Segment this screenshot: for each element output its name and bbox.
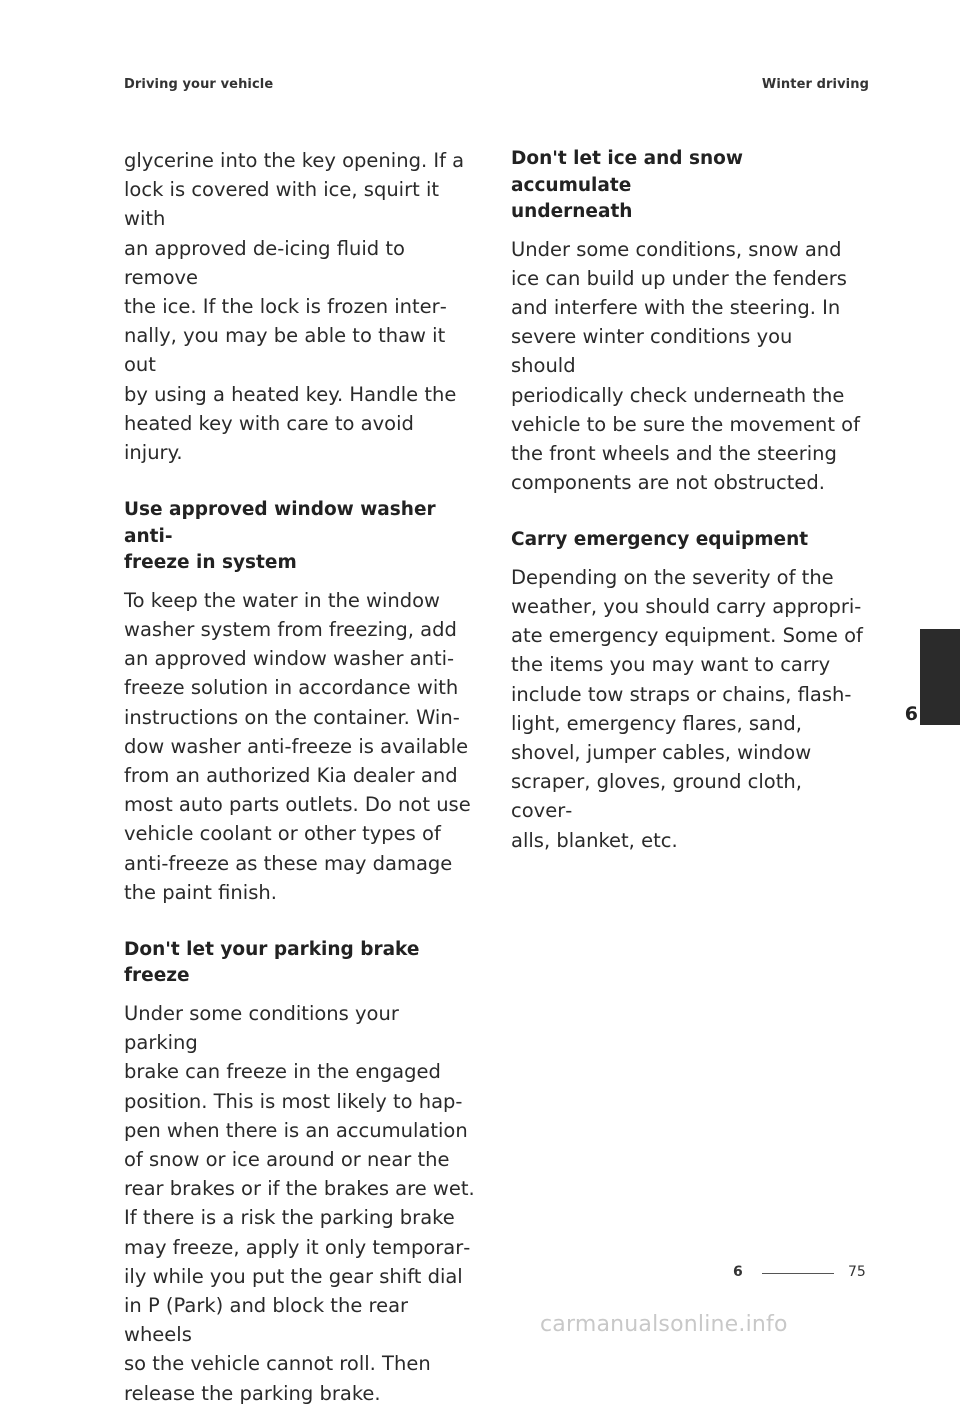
watermark: carmanualsonline.info [540, 1312, 788, 1337]
ice-snow-paragraph: Under some conditions, snow and ice can build up under the fenders and interfere with the steering. In severe winter conditions you should periodically check underneath the vehicle to be sure the movement of the front wheels and the steering components are not obstructed. [511, 237, 860, 495]
right-column [511, 146, 863, 855]
running-head-topic: Winter driving [761, 77, 869, 92]
emergency-equipment-paragraph: Depending on the severity of the weather, you should carry appropri‐ ate emergency equipment. Some of the items you may want to carry include tow straps or chains, flash‐ light, emergency flares, sand, shovel, jumper cables, window scraper, gloves, ground cloth, cover‐ alls, blanket, etc. [511, 565, 863, 852]
footer-page-number: 75 [848, 1264, 866, 1280]
emergency-equipment-heading: Carry emergency equipment [511, 529, 809, 551]
chapter-tab [920, 629, 960, 725]
washer-antifreeze-heading: Use approved window washer anti- freeze in system [124, 499, 436, 574]
washer-antifreeze-paragraph: To keep the water in the window washer system from freezing, add an approved window washer anti- freeze solution in accordance with instructions on the container. Win‐ dow washer anti-freeze is available from an authorized Kia dealer and most auto parts outlets. Do not use vehicle coolant or other types of anti-freeze as these may damage the paint finish. [124, 588, 471, 904]
footer-divider [762, 1273, 834, 1274]
footer-chapter-number: 6 [733, 1264, 743, 1280]
chapter-tab-number: 6 [904, 703, 918, 725]
parking-brake-paragraph: Under some conditions your parking brake can freeze in the engaged position. This is most likely to hap‐ pen when there is an accumulation of snow or ice around or near the rear brakes or if the brakes are wet. If there is a risk the parking brake may freeze, apply it only temporar‐ ily while you put the gear shift dial in P (Park) and block the rear wheels so the vehicle cannot roll. Then release the parking brake. [124, 1001, 475, 1405]
intro-paragraph: glycerine into the key opening. If a lock is covered with ice, squirt it with an approved de-icing fluid to remove the ice. If the lock is frozen inter‐ nally, you may be able to thaw it out by using a heated key. Handle the heated key with care to avoid injury. [124, 149, 465, 465]
running-head-section: Driving your vehicle [124, 77, 274, 92]
left-column [124, 146, 476, 1408]
parking-brake-heading: Don't let your parking brake freeze [124, 938, 420, 987]
ice-snow-heading: Don't let ice and snow accumulate underneath [511, 148, 743, 222]
